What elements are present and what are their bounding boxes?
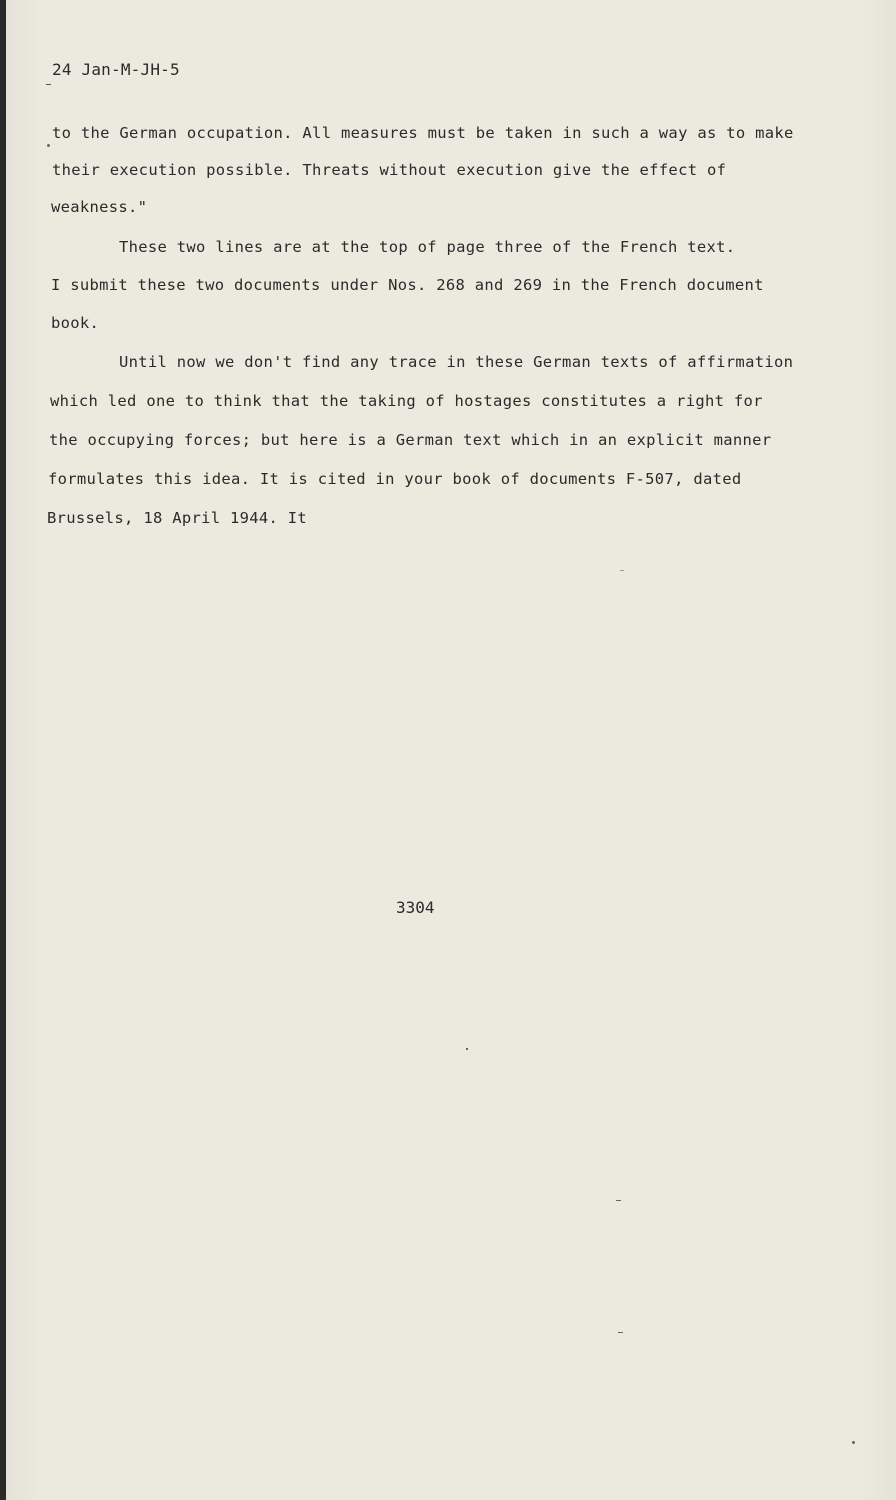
text-line: their execution possible. Threats without execution give the effect of [52, 161, 727, 179]
text-line: weakness." [51, 198, 148, 216]
text-line: which led one to think that the taking of hostages constitutes a right for [50, 392, 763, 410]
ink-speck [618, 1332, 623, 1333]
text-line: I submit these two documents under Nos. 268 and 269 in the French document [51, 276, 764, 294]
document-page [6, 0, 896, 1500]
text-line: Until now we don't find any trace in these German texts of affirmation [119, 353, 794, 371]
header-mark [46, 84, 51, 85]
text-line: to the German occupation. All measures must be taken in such a way as to make [52, 124, 794, 142]
ink-speck [852, 1441, 855, 1444]
text-line: These two lines are at the top of page three of the French text. [119, 238, 736, 256]
ink-speck [620, 570, 624, 571]
page-number: 3304 [396, 898, 435, 917]
ink-speck [47, 144, 50, 147]
text-line: the occupying forces; but here is a German text which in an explicit manner [49, 431, 772, 449]
document-header: 24 Jan-M-JH-5 [52, 60, 180, 79]
text-line: formulates this idea. It is cited in your book of documents F-507, dated [48, 470, 742, 488]
ink-speck [466, 1048, 468, 1050]
ink-speck [616, 1200, 621, 1201]
text-line: Brussels, 18 April 1944. It [47, 509, 308, 527]
text-line: book. [51, 314, 100, 332]
